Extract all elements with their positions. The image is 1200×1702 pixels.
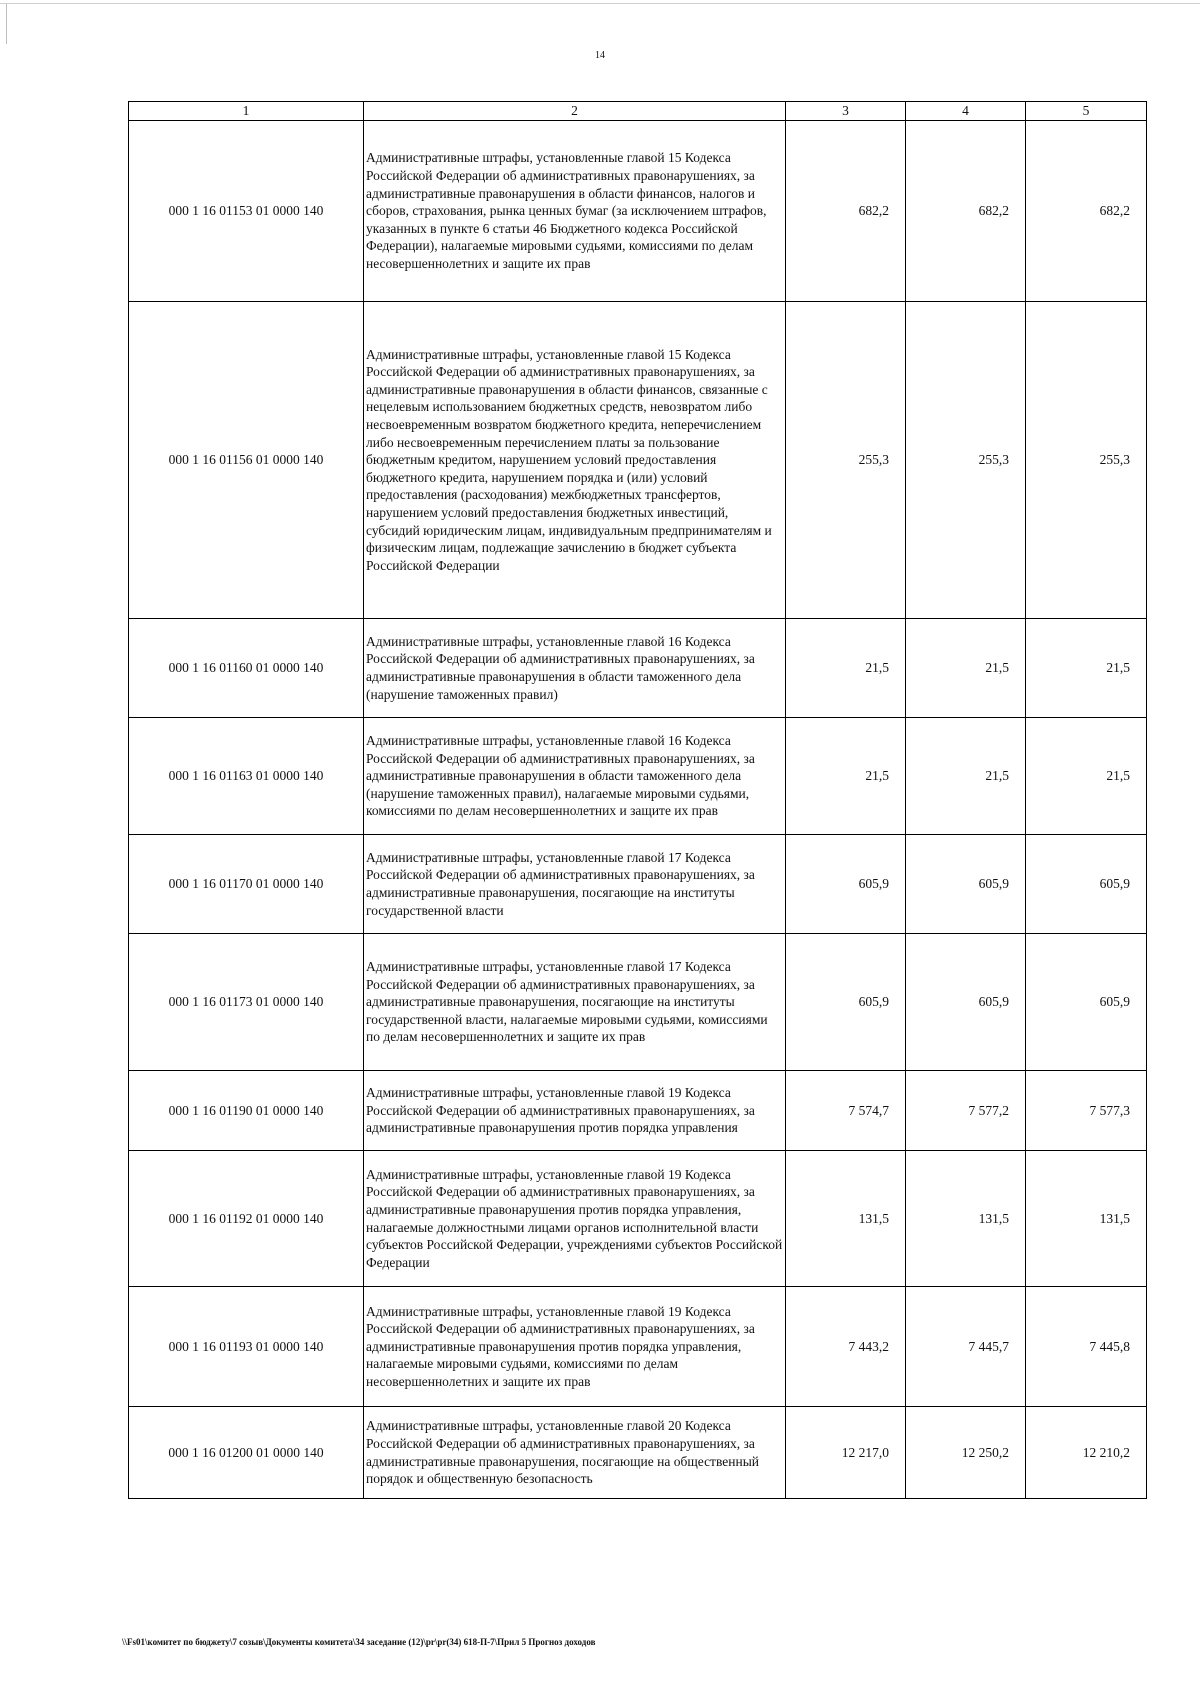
column-header: 3 [786, 102, 906, 121]
value-col4-cell: 605,9 [906, 835, 1026, 934]
description-cell: Административные штрафы, установленные главой 19 Кодекса Российской Федерации об административных правонарушениях, за административные правонарушения против порядка управления, налагаемые мировыми судьями, комиссиями по делам несовершеннолетних и защите их прав [364, 1287, 786, 1407]
value-col5-cell: 682,2 [1026, 121, 1147, 302]
column-header: 1 [129, 102, 364, 121]
value-col3-cell: 131,5 [786, 1151, 906, 1287]
value-col3-cell: 7 574,7 [786, 1071, 906, 1151]
budget-code-cell: 000 1 16 01163 01 0000 140 [129, 718, 364, 835]
description-cell: Административные штрафы, установленные главой 17 Кодекса Российской Федерации об административных правонарушениях, за административные правонарушения, посягающие на институты государственной власти, налагаемые мировыми судьями, комиссиями по делам несовершеннолетних и защите их прав [364, 934, 786, 1071]
budget-code-cell: 000 1 16 01156 01 0000 140 [129, 302, 364, 619]
table-header-row [129, 102, 1147, 121]
budget-code-cell: 000 1 16 01153 01 0000 140 [129, 121, 364, 302]
description-cell: Административные штрафы, установленные главой 15 Кодекса Российской Федерации об административных правонарушениях, за административные правонарушения в области финансов, связанные с нецелевым использованием бюджетных средств, невозвратом либо несвоевременным возвратом бюджетного кредита, неперечислением либо несвоевременным перечислением платы за пользование бюджетным кредитом, нарушением условий предоставления бюджетного кредита, нарушением порядка и (или) условий предоставления (расходования) межбюджетных трансфертов, нарушением условий предоставления бюджетных инвестиций, субсидий юридическим лицам, индивидуальным предпринимателям и физическим лицам, подлежащие зачислению в бюджет субъекта Российской Федерации [364, 302, 786, 619]
value-col4-cell: 21,5 [906, 718, 1026, 835]
table-row [129, 1407, 1147, 1499]
value-col5-cell: 21,5 [1026, 619, 1147, 718]
description-cell: Административные штрафы, установленные главой 19 Кодекса Российской Федерации об административных правонарушениях, за административные правонарушения против порядка управления [364, 1071, 786, 1151]
description-cell: Административные штрафы, установленные главой 17 Кодекса Российской Федерации об административных правонарушениях, за административные правонарушения, посягающие на институты государственной власти [364, 835, 786, 934]
page-number: 14 [595, 50, 605, 61]
value-col3-cell: 21,5 [786, 619, 906, 718]
budget-code-cell: 000 1 16 01173 01 0000 140 [129, 934, 364, 1071]
value-col4-cell: 21,5 [906, 619, 1026, 718]
value-col3-cell: 682,2 [786, 121, 906, 302]
value-col5-cell: 21,5 [1026, 718, 1147, 835]
value-col3-cell: 255,3 [786, 302, 906, 619]
budget-code-cell: 000 1 16 01192 01 0000 140 [129, 1151, 364, 1287]
value-col3-cell: 605,9 [786, 934, 906, 1071]
value-col5-cell: 7 445,8 [1026, 1287, 1147, 1407]
value-col5-cell: 131,5 [1026, 1151, 1147, 1287]
column-header: 4 [906, 102, 1026, 121]
value-col4-cell: 131,5 [906, 1151, 1026, 1287]
table-row [129, 718, 1147, 835]
value-col4-cell: 7 445,7 [906, 1287, 1026, 1407]
table-row [129, 619, 1147, 718]
footer-file-path: \\Fs01\комитет по бюджету\7 созыв\Документы комитета\34 заседание (12)\pr\pr(34) 618-П-7\Прил 5 Прогноз доходов [122, 1637, 596, 1647]
budget-code-cell: 000 1 16 01160 01 0000 140 [129, 619, 364, 718]
budget-code-cell: 000 1 16 01170 01 0000 140 [129, 835, 364, 934]
scan-edge-line [0, 3, 1200, 4]
value-col4-cell: 605,9 [906, 934, 1026, 1071]
value-col4-cell: 682,2 [906, 121, 1026, 302]
value-col5-cell: 7 577,3 [1026, 1071, 1147, 1151]
value-col4-cell: 12 250,2 [906, 1407, 1026, 1499]
table-row [129, 1151, 1147, 1287]
value-col5-cell: 255,3 [1026, 302, 1147, 619]
value-col3-cell: 7 443,2 [786, 1287, 906, 1407]
description-cell: Административные штрафы, установленные главой 16 Кодекса Российской Федерации об административных правонарушениях, за административные правонарушения в области таможенного дела (нарушение таможенных правил) [364, 619, 786, 718]
description-cell: Административные штрафы, установленные главой 16 Кодекса Российской Федерации об административных правонарушениях, за административные правонарушения в области таможенного дела (нарушение таможенных правил), налагаемые мировыми судьями, комиссиями по делам несовершеннолетних и защите их прав [364, 718, 786, 835]
table-row [129, 302, 1147, 619]
column-header: 5 [1026, 102, 1147, 121]
description-cell: Административные штрафы, установленные главой 20 Кодекса Российской Федерации об административных правонарушениях, за административные правонарушения, посягающие на общественный порядок и общественную безопасность [364, 1407, 786, 1499]
value-col3-cell: 21,5 [786, 718, 906, 835]
value-col5-cell: 605,9 [1026, 835, 1147, 934]
table-row [129, 121, 1147, 302]
budget-code-cell: 000 1 16 01200 01 0000 140 [129, 1407, 364, 1499]
value-col3-cell: 12 217,0 [786, 1407, 906, 1499]
table-row [129, 835, 1147, 934]
revenue-forecast-table [128, 101, 1147, 1499]
table-row [129, 1071, 1147, 1151]
budget-code-cell: 000 1 16 01193 01 0000 140 [129, 1287, 364, 1407]
value-col5-cell: 605,9 [1026, 934, 1147, 1071]
description-cell: Административные штрафы, установленные главой 15 Кодекса Российской Федерации об административных правонарушениях, за административные правонарушения в области финансов, налогов и сборов, страхования, рынка ценных бумаг (за исключением штрафов, указанных в пункте 6 статьи 46 Бюджетного кодекса Российской Федерации), налагаемые мировыми судьями, комиссиями по делам несовершеннолетних и защите их прав [364, 121, 786, 302]
scan-edge-mark [6, 4, 7, 44]
value-col3-cell: 605,9 [786, 835, 906, 934]
value-col5-cell: 12 210,2 [1026, 1407, 1147, 1499]
table-row [129, 1287, 1147, 1407]
value-col4-cell: 255,3 [906, 302, 1026, 619]
budget-code-cell: 000 1 16 01190 01 0000 140 [129, 1071, 364, 1151]
value-col4-cell: 7 577,2 [906, 1071, 1026, 1151]
table-row [129, 934, 1147, 1071]
column-header: 2 [364, 102, 786, 121]
description-cell: Административные штрафы, установленные главой 19 Кодекса Российской Федерации об административных правонарушениях, за административные правонарушения против порядка управления, налагаемые должностными лицами органов исполнительной власти субъектов Российской Федерации, учреждениями субъектов Российской Федерации [364, 1151, 786, 1287]
